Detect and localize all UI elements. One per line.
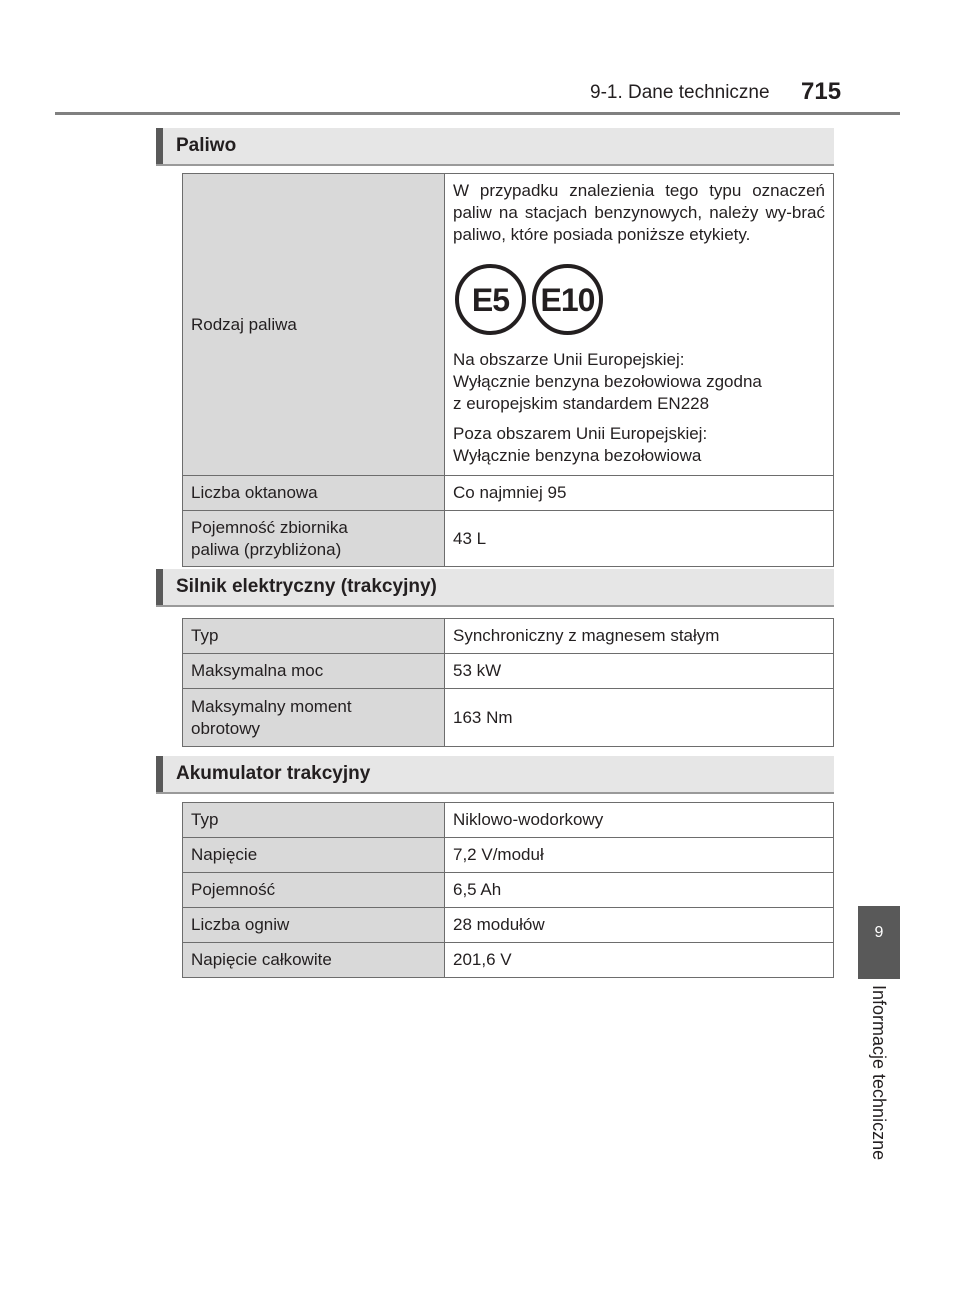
section-heading-motor bbox=[156, 569, 834, 607]
row-label: Maksymalny moment obrotowy bbox=[183, 689, 445, 747]
row-label: Pojemność zbiornika paliwa (przybliżona) bbox=[183, 511, 445, 567]
row-value: 201,6 V bbox=[445, 943, 834, 978]
section-heading-fuel bbox=[156, 128, 834, 166]
table-row bbox=[183, 619, 834, 654]
section-heading-battery bbox=[156, 756, 834, 794]
heading-text: Silnik elektryczny (trakcyjny) bbox=[176, 576, 437, 597]
fuel-table bbox=[182, 173, 834, 567]
table-row bbox=[183, 689, 834, 747]
non-eu-fuel-note: Poza obszarem Unii Europejskiej: Wyłącznie benzyna bezołowiowa bbox=[453, 424, 708, 465]
fuel-type-label: Rodzaj paliwa bbox=[183, 174, 445, 476]
heading-marker bbox=[156, 569, 163, 605]
e10-fuel-label-icon: E10 bbox=[532, 264, 603, 335]
chapter-tab bbox=[858, 906, 900, 979]
row-value: Synchroniczny z magnesem stałym bbox=[445, 619, 834, 654]
header-divider bbox=[55, 112, 900, 115]
table-row bbox=[183, 873, 834, 908]
row-value: 7,2 V/moduł bbox=[445, 838, 834, 873]
heading-text: Akumulator trakcyjny bbox=[176, 763, 371, 784]
heading-text: Paliwo bbox=[176, 135, 237, 156]
row-value: 43 L bbox=[445, 511, 834, 567]
chapter-number: 9 bbox=[874, 924, 884, 941]
row-label: Typ bbox=[183, 619, 445, 654]
row-label: Pojemność bbox=[183, 873, 445, 908]
e5-fuel-label-icon: E5 bbox=[455, 264, 526, 335]
row-value: 53 kW bbox=[445, 654, 834, 689]
fuel-type-value bbox=[445, 174, 834, 476]
fuel-type-intro: W przypadku znalezienia tego typu oznaczeń paliw na stacjach benzynowych, należy wy-brać paliwo, które posiada poniższe etykiety. bbox=[453, 181, 825, 244]
row-value: Co najmniej 95 bbox=[445, 476, 834, 511]
table-row bbox=[183, 476, 834, 511]
fuel-label-badges bbox=[455, 264, 825, 335]
row-value: 28 modułów bbox=[445, 908, 834, 943]
row-label: Liczba oktanowa bbox=[183, 476, 445, 511]
battery-table bbox=[182, 802, 834, 978]
row-label: Maksymalna moc bbox=[183, 654, 445, 689]
row-value: 163 Nm bbox=[445, 689, 834, 747]
table-row bbox=[183, 174, 834, 476]
table-row bbox=[183, 803, 834, 838]
eu-fuel-note: Na obszarze Unii Europejskiej: Wyłącznie benzyna bezołowiowa zgodna z europejskim standardem EN228 bbox=[453, 350, 762, 413]
page-number: 715 bbox=[801, 78, 842, 105]
row-label: Napięcie bbox=[183, 838, 445, 873]
table-row bbox=[183, 908, 834, 943]
heading-marker bbox=[156, 756, 163, 792]
table-row bbox=[183, 838, 834, 873]
section-title: 9-1. Dane techniczne bbox=[590, 82, 770, 103]
motor-table bbox=[182, 618, 834, 747]
row-label: Napięcie całkowite bbox=[183, 943, 445, 978]
chapter-label: Informacje techniczne bbox=[869, 985, 889, 1161]
row-value: 6,5 Ah bbox=[445, 873, 834, 908]
table-row bbox=[183, 943, 834, 978]
table-row bbox=[183, 511, 834, 567]
row-label: Typ bbox=[183, 803, 445, 838]
table-row bbox=[183, 654, 834, 689]
row-value: Niklowo-wodorkowy bbox=[445, 803, 834, 838]
heading-marker bbox=[156, 128, 163, 164]
row-label: Liczba ogniw bbox=[183, 908, 445, 943]
